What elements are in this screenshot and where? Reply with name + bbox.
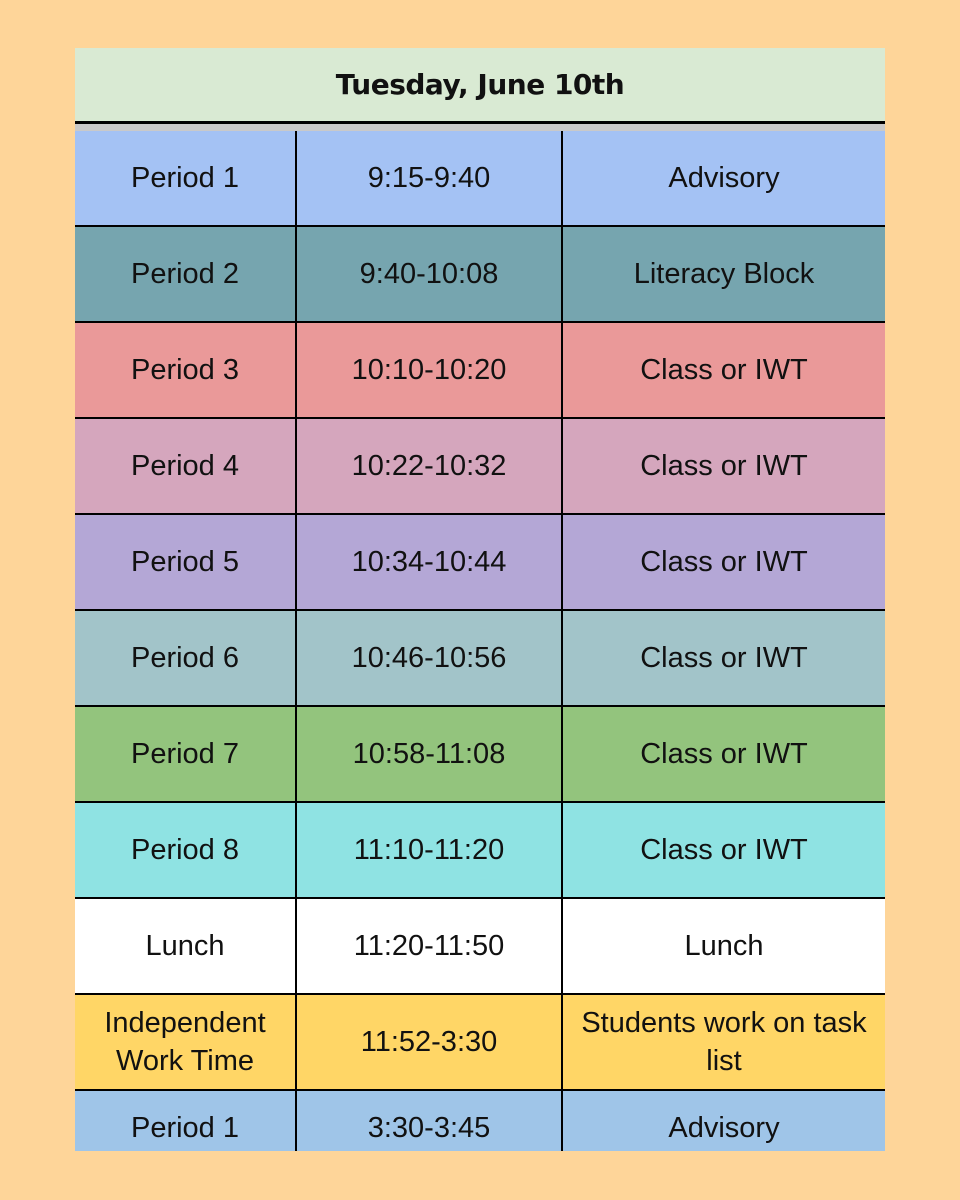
activity-cell: Lunch (684, 930, 764, 962)
time-cell: 10:10-10:20 (297, 323, 563, 417)
activity-cell: Class or IWT (640, 546, 808, 578)
activity-cell: Class or IWT (640, 738, 808, 770)
time-cell: 10:34-10:44 (297, 515, 563, 609)
period-cell: Lunch (75, 899, 297, 993)
period-cell: Independent Work Time (75, 995, 297, 1089)
schedule-table (75, 131, 885, 1151)
schedule-row (75, 899, 885, 995)
time-cell: 9:15-9:40 (297, 131, 563, 225)
schedule-row (75, 995, 885, 1091)
period-cell: Period 7 (75, 707, 297, 801)
schedule-row (75, 323, 885, 419)
time-cell: 11:52-3:30 (297, 995, 563, 1089)
schedule-row (75, 707, 885, 803)
activity-cell: Students work on task list (581, 1007, 867, 1077)
period-cell: Period 4 (75, 419, 297, 513)
time-cell: 10:22-10:32 (297, 419, 563, 513)
schedule-row (75, 419, 885, 515)
schedule-row (75, 227, 885, 323)
schedule-sheet (75, 48, 885, 1152)
activity-cell: Class or IWT (640, 834, 808, 866)
time-cell: 11:10-11:20 (297, 803, 563, 897)
activity-cell: Literacy Block (633, 258, 815, 290)
period-cell: Period 1 (75, 131, 297, 225)
time-cell: 10:46-10:56 (297, 611, 563, 705)
time-cell: 11:20-11:50 (297, 899, 563, 993)
period-cell: Period 2 (75, 227, 297, 321)
period-cell: Period 1 (75, 1091, 297, 1151)
schedule-row (75, 131, 885, 227)
time-cell: 9:40-10:08 (297, 227, 563, 321)
period-cell: Period 6 (75, 611, 297, 705)
schedule-row (75, 515, 885, 611)
period-cell: Period 8 (75, 803, 297, 897)
time-cell: 3:30-3:45 (297, 1091, 563, 1151)
schedule-row (75, 1091, 885, 1151)
activity-cell: Class or IWT (640, 354, 808, 386)
period-cell: Period 5 (75, 515, 297, 609)
period-cell: Period 3 (75, 323, 297, 417)
schedule-row (75, 611, 885, 707)
schedule-title: Tuesday, June 10th (75, 48, 885, 121)
header-gap-strip (75, 124, 885, 131)
time-cell: 10:58-11:08 (297, 707, 563, 801)
activity-cell: Class or IWT (640, 642, 808, 674)
schedule-row (75, 803, 885, 899)
activity-cell: Advisory (668, 162, 780, 194)
activity-cell: Class or IWT (640, 450, 808, 482)
activity-cell: Advisory (668, 1112, 780, 1144)
